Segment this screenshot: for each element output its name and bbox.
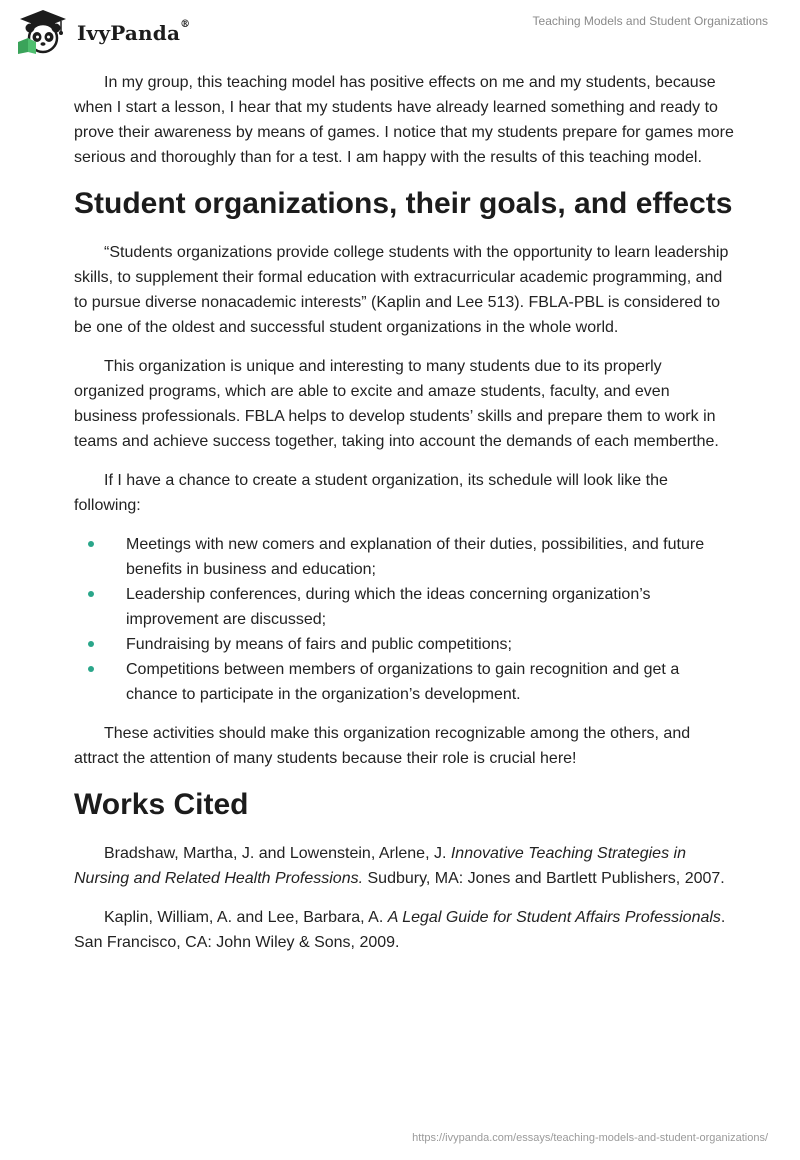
- citation-publisher: . San Francisco, CA: John Wiley & Sons, 2009.: [74, 909, 726, 951]
- schedule-list: [74, 532, 734, 707]
- essay-content: [74, 70, 734, 969]
- citation-publisher: Sudbury, MA: Jones and Bartlett Publishers, 2007.: [363, 870, 725, 887]
- bullet-dot-icon: [88, 591, 94, 597]
- intro-paragraph: In my group, this teaching model has positive effects on me and my students, because when I start a lesson, I hear that my students have already learned something and ready to prove their awareness by means of games. I notice that my students prepare for games more serious and thoroughly than for a test. I am happy with the results of this teaching model.: [74, 74, 734, 166]
- paragraph: If I have a chance to create a student organization, its schedule will look like the following:: [74, 472, 668, 514]
- section-heading-student-organizations: Student organizations, their goals, and effects: [74, 187, 733, 220]
- bullet-dot-icon: [88, 641, 94, 647]
- bullet-dot-icon: [88, 541, 94, 547]
- list-item-text: Competitions between members of organizations to gain recognition and get a chance to participate in the organization’s development.: [126, 661, 680, 703]
- paragraph: “Students organizations provide college students with the opportunity to learn leadership skills, to supplement their formal education with extracurricular academic programming, and to pursue diverse nonacademic interests” (Kaplin and Lee 513). FBLA-PBL is considered to be one of the oldest and successful student organizations in the whole world.: [74, 244, 729, 336]
- paragraph: This organization is unique and interesting to many students due to its properly organized programs, which are able to excite and amaze students, faculty, and even business professionals. FBLA helps to develop students’ skills and prepare them to work in teams and achieve success together, taking into account the demands of each memberthe.: [74, 358, 719, 450]
- ivypanda-logo[interactable]: [14, 8, 190, 54]
- citation-entry: [74, 841, 734, 891]
- bullet-dot-icon: [88, 666, 94, 672]
- paragraph: These activities should make this organization recognizable among the others, and attract the attention of many students because their role is crucial here!: [74, 725, 691, 767]
- citation-title: A Legal Guide for Student Affairs Professionals: [387, 909, 721, 926]
- list-item-text: Leadership conferences, during which the ideas concerning organization’s improvement are discussed;: [126, 586, 651, 628]
- brand-name: IvyPanda®: [77, 19, 191, 45]
- section-heading-works-cited: Works Cited: [74, 788, 249, 821]
- document-title: Teaching Models and Student Organizations: [532, 14, 768, 28]
- list-item: [74, 582, 734, 632]
- citation-title: Innovative Teaching Strategies in Nursing and Related Health Professions.: [74, 845, 686, 887]
- list-item-text: Meetings with new comers and explanation of their duties, possibilities, and future benefits in business and education;: [126, 536, 705, 578]
- list-item-text: Fundraising by means of fairs and public competitions;: [126, 636, 512, 653]
- citation-authors: Kaplin, William, A. and Lee, Barbara, A.: [104, 909, 388, 926]
- citation-entry: [74, 905, 734, 955]
- list-item: [74, 657, 734, 707]
- panda-logo-icon: [14, 8, 72, 54]
- citation-authors: Bradshaw, Martha, J. and Lowenstein, Arlene, J.: [104, 845, 451, 862]
- source-url-link[interactable]: https://ivypanda.com/essays/teaching-models-and-student-organizations/: [412, 1132, 768, 1144]
- page-header: [0, 0, 800, 70]
- list-item: [74, 632, 734, 657]
- list-item: [74, 532, 734, 582]
